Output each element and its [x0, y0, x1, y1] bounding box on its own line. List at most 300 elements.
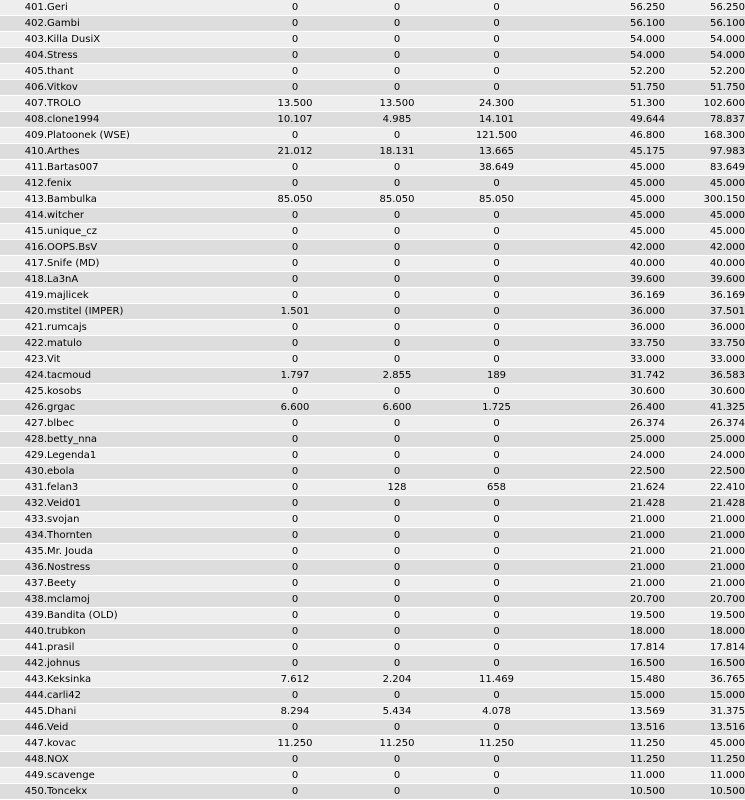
total-score-cell: 30.600	[665, 384, 745, 400]
rank-cell: 404.	[0, 48, 47, 64]
score-b-cell: 85.050	[347, 192, 447, 208]
score-a-cell: 0	[243, 448, 347, 464]
rank-cell: 429.	[0, 448, 47, 464]
score-d-cell: 46.800	[546, 128, 665, 144]
score-d-cell: 45.000	[546, 176, 665, 192]
score-d-cell: 56.100	[546, 16, 665, 32]
player-name-cell: rumcajs	[47, 320, 243, 336]
score-b-cell: 0	[347, 160, 447, 176]
player-name-cell: ebola	[47, 464, 243, 480]
score-d-cell: 39.600	[546, 272, 665, 288]
score-b-cell: 0	[347, 272, 447, 288]
total-score-cell: 26.374	[665, 416, 745, 432]
player-name-cell: TROLO	[47, 96, 243, 112]
score-c-cell: 0	[447, 656, 546, 672]
player-name-cell: Vitkov	[47, 80, 243, 96]
score-d-cell: 33.000	[546, 352, 665, 368]
table-row	[0, 624, 745, 640]
score-c-cell: 0	[447, 352, 546, 368]
score-d-cell: 20.700	[546, 592, 665, 608]
total-score-cell: 51.750	[665, 80, 745, 96]
total-score-cell: 18.000	[665, 624, 745, 640]
total-score-cell: 42.000	[665, 240, 745, 256]
score-a-cell: 0	[243, 528, 347, 544]
score-a-cell: 0	[243, 224, 347, 240]
player-name-cell: Keksinka	[47, 672, 243, 688]
table-row	[0, 480, 745, 496]
player-name-cell: kosobs	[47, 384, 243, 400]
rank-cell: 419.	[0, 288, 47, 304]
score-d-cell: 18.000	[546, 624, 665, 640]
total-score-cell: 78.837	[665, 112, 745, 128]
total-score-cell: 11.250	[665, 752, 745, 768]
player-name-cell: mstitel (IMPER)	[47, 304, 243, 320]
player-name-cell: Nostress	[47, 560, 243, 576]
score-c-cell: 0	[447, 688, 546, 704]
score-b-cell: 0	[347, 32, 447, 48]
score-b-cell: 5.434	[347, 704, 447, 720]
score-c-cell: 0	[447, 320, 546, 336]
rank-cell: 421.	[0, 320, 47, 336]
score-b-cell: 0	[347, 496, 447, 512]
score-d-cell: 52.200	[546, 64, 665, 80]
score-d-cell: 49.644	[546, 112, 665, 128]
score-d-cell: 45.000	[546, 160, 665, 176]
score-a-cell: 0	[243, 128, 347, 144]
score-b-cell: 0	[347, 768, 447, 784]
player-name-cell: Veid01	[47, 496, 243, 512]
score-a-cell: 0	[243, 752, 347, 768]
score-c-cell: 0	[447, 432, 546, 448]
table-row	[0, 400, 745, 416]
table-row	[0, 640, 745, 656]
table-row	[0, 544, 745, 560]
table-row	[0, 672, 745, 688]
player-name-cell: Bambulka	[47, 192, 243, 208]
rank-cell: 417.	[0, 256, 47, 272]
player-name-cell: Snife (MD)	[47, 256, 243, 272]
score-c-cell: 0	[447, 288, 546, 304]
score-b-cell: 4.985	[347, 112, 447, 128]
player-name-cell: tacmoud	[47, 368, 243, 384]
score-b-cell: 0	[347, 352, 447, 368]
player-name-cell: johnus	[47, 656, 243, 672]
player-name-cell: Geri	[47, 0, 243, 16]
rank-cell: 401.	[0, 0, 47, 16]
total-score-cell: 20.700	[665, 592, 745, 608]
score-a-cell: 0	[243, 336, 347, 352]
score-a-cell: 0	[243, 768, 347, 784]
player-name-cell: Mr. Jouda	[47, 544, 243, 560]
score-b-cell: 11.250	[347, 736, 447, 752]
table-row	[0, 16, 745, 32]
score-c-cell: 0	[447, 336, 546, 352]
score-c-cell: 38.649	[447, 160, 546, 176]
score-c-cell: 0	[447, 784, 546, 800]
total-score-cell: 300.150	[665, 192, 745, 208]
player-name-cell: Bartas007	[47, 160, 243, 176]
score-b-cell: 0	[347, 464, 447, 480]
score-c-cell: 0	[447, 496, 546, 512]
total-score-cell: 25.000	[665, 432, 745, 448]
rank-cell: 442.	[0, 656, 47, 672]
table-row	[0, 352, 745, 368]
score-a-cell: 0	[243, 560, 347, 576]
score-a-cell: 0	[243, 592, 347, 608]
table-row	[0, 0, 745, 16]
rank-cell: 423.	[0, 352, 47, 368]
score-a-cell: 0	[243, 432, 347, 448]
score-d-cell: 22.500	[546, 464, 665, 480]
score-b-cell: 0	[347, 608, 447, 624]
rank-cell: 403.	[0, 32, 47, 48]
score-c-cell: 0	[447, 64, 546, 80]
score-d-cell: 24.000	[546, 448, 665, 464]
total-score-cell: 54.000	[665, 32, 745, 48]
player-name-cell: Dhani	[47, 704, 243, 720]
score-c-cell: 0	[447, 48, 546, 64]
total-score-cell: 41.325	[665, 400, 745, 416]
score-a-cell: 10.107	[243, 112, 347, 128]
score-a-cell: 0	[243, 16, 347, 32]
player-name-cell: trubkon	[47, 624, 243, 640]
rank-cell: 409.	[0, 128, 47, 144]
table-row	[0, 432, 745, 448]
score-c-cell: 11.250	[447, 736, 546, 752]
table-row	[0, 416, 745, 432]
table-row	[0, 112, 745, 128]
table-row	[0, 160, 745, 176]
total-score-cell: 24.000	[665, 448, 745, 464]
score-d-cell: 11.250	[546, 736, 665, 752]
score-d-cell: 36.169	[546, 288, 665, 304]
total-score-cell: 36.583	[665, 368, 745, 384]
table-row	[0, 768, 745, 784]
rank-cell: 405.	[0, 64, 47, 80]
score-a-cell: 13.500	[243, 96, 347, 112]
table-row	[0, 368, 745, 384]
score-d-cell: 16.500	[546, 656, 665, 672]
table-row	[0, 592, 745, 608]
score-b-cell: 0	[347, 256, 447, 272]
score-c-cell: 0	[447, 16, 546, 32]
rank-cell: 449.	[0, 768, 47, 784]
score-b-cell: 0	[347, 64, 447, 80]
rank-cell: 425.	[0, 384, 47, 400]
total-score-cell: 168.300	[665, 128, 745, 144]
total-score-cell: 21.000	[665, 560, 745, 576]
rank-cell: 413.	[0, 192, 47, 208]
score-a-cell: 0	[243, 720, 347, 736]
rank-cell: 431.	[0, 480, 47, 496]
player-name-cell: clone1994	[47, 112, 243, 128]
total-score-cell: 33.000	[665, 352, 745, 368]
rank-cell: 432.	[0, 496, 47, 512]
table-row	[0, 528, 745, 544]
player-name-cell: svojan	[47, 512, 243, 528]
table-row	[0, 240, 745, 256]
table-row	[0, 320, 745, 336]
player-name-cell: prasil	[47, 640, 243, 656]
score-b-cell: 0	[347, 720, 447, 736]
score-d-cell: 51.300	[546, 96, 665, 112]
score-a-cell: 0	[243, 64, 347, 80]
rank-cell: 428.	[0, 432, 47, 448]
score-d-cell: 21.000	[546, 560, 665, 576]
score-d-cell: 51.750	[546, 80, 665, 96]
score-b-cell: 0	[347, 240, 447, 256]
player-name-cell: Veid	[47, 720, 243, 736]
player-name-cell: matulo	[47, 336, 243, 352]
total-score-cell: 54.000	[665, 48, 745, 64]
score-b-cell: 0	[347, 304, 447, 320]
score-b-cell: 0	[347, 416, 447, 432]
score-c-cell: 0	[447, 32, 546, 48]
score-b-cell: 0	[347, 288, 447, 304]
score-a-cell: 0	[243, 544, 347, 560]
table-row	[0, 176, 745, 192]
score-b-cell: 0	[347, 16, 447, 32]
score-d-cell: 21.428	[546, 496, 665, 512]
player-name-cell: Gambi	[47, 16, 243, 32]
score-b-cell: 128	[347, 480, 447, 496]
score-a-cell: 0	[243, 416, 347, 432]
rank-cell: 437.	[0, 576, 47, 592]
score-c-cell: 1.725	[447, 400, 546, 416]
score-a-cell: 0	[243, 208, 347, 224]
player-name-cell: felan3	[47, 480, 243, 496]
total-score-cell: 15.000	[665, 688, 745, 704]
player-name-cell: fenix	[47, 176, 243, 192]
score-c-cell: 14.101	[447, 112, 546, 128]
score-b-cell: 0	[347, 656, 447, 672]
table-row	[0, 784, 745, 800]
total-score-cell: 21.000	[665, 576, 745, 592]
player-name-cell: scavenge	[47, 768, 243, 784]
total-score-cell: 11.000	[665, 768, 745, 784]
score-c-cell: 121.500	[447, 128, 546, 144]
score-c-cell: 658	[447, 480, 546, 496]
rank-cell: 414.	[0, 208, 47, 224]
score-b-cell: 0	[347, 448, 447, 464]
score-d-cell: 11.250	[546, 752, 665, 768]
score-a-cell: 11.250	[243, 736, 347, 752]
score-c-cell: 0	[447, 528, 546, 544]
score-c-cell: 0	[447, 768, 546, 784]
rank-cell: 402.	[0, 16, 47, 32]
score-c-cell: 24.300	[447, 96, 546, 112]
score-b-cell: 0	[347, 336, 447, 352]
table-row	[0, 32, 745, 48]
score-b-cell: 0	[347, 176, 447, 192]
player-name-cell: unique_cz	[47, 224, 243, 240]
rank-cell: 430.	[0, 464, 47, 480]
score-b-cell: 0	[347, 384, 447, 400]
rank-cell: 443.	[0, 672, 47, 688]
rank-cell: 426.	[0, 400, 47, 416]
score-a-cell: 0	[243, 48, 347, 64]
score-a-cell: 0	[243, 480, 347, 496]
score-b-cell: 0	[347, 432, 447, 448]
table-row	[0, 336, 745, 352]
table-row	[0, 576, 745, 592]
rank-cell: 415.	[0, 224, 47, 240]
table-row	[0, 384, 745, 400]
score-c-cell: 0	[447, 640, 546, 656]
total-score-cell: 37.501	[665, 304, 745, 320]
score-c-cell: 0	[447, 0, 546, 16]
score-c-cell: 0	[447, 544, 546, 560]
score-c-cell: 0	[447, 448, 546, 464]
score-a-cell: 0	[243, 160, 347, 176]
score-d-cell: 21.624	[546, 480, 665, 496]
player-name-cell: mclamoj	[47, 592, 243, 608]
player-name-cell: kovac	[47, 736, 243, 752]
rank-cell: 440.	[0, 624, 47, 640]
score-b-cell: 0	[347, 528, 447, 544]
player-name-cell: Killa DusiX	[47, 32, 243, 48]
score-a-cell: 0	[243, 176, 347, 192]
score-d-cell: 45.000	[546, 224, 665, 240]
table-row	[0, 560, 745, 576]
score-d-cell: 13.569	[546, 704, 665, 720]
score-b-cell: 18.131	[347, 144, 447, 160]
player-name-cell: blbec	[47, 416, 243, 432]
player-name-cell: Thornten	[47, 528, 243, 544]
rank-cell: 435.	[0, 544, 47, 560]
score-c-cell: 0	[447, 720, 546, 736]
score-b-cell: 0	[347, 688, 447, 704]
score-a-cell: 0	[243, 464, 347, 480]
total-score-cell: 45.000	[665, 176, 745, 192]
table-row	[0, 208, 745, 224]
rank-cell: 411.	[0, 160, 47, 176]
score-a-cell: 0	[243, 656, 347, 672]
table-row	[0, 752, 745, 768]
score-c-cell: 0	[447, 576, 546, 592]
score-b-cell: 0	[347, 0, 447, 16]
score-c-cell: 189	[447, 368, 546, 384]
player-name-cell: La3nA	[47, 272, 243, 288]
score-c-cell: 0	[447, 240, 546, 256]
score-d-cell: 13.516	[546, 720, 665, 736]
table-row	[0, 192, 745, 208]
score-d-cell: 17.814	[546, 640, 665, 656]
total-score-cell: 36.765	[665, 672, 745, 688]
rank-cell: 408.	[0, 112, 47, 128]
player-name-cell: betty_nna	[47, 432, 243, 448]
score-d-cell: 19.500	[546, 608, 665, 624]
rank-cell: 446.	[0, 720, 47, 736]
total-score-cell: 36.169	[665, 288, 745, 304]
score-a-cell: 85.050	[243, 192, 347, 208]
score-a-cell: 0	[243, 784, 347, 800]
rank-cell: 416.	[0, 240, 47, 256]
score-b-cell: 0	[347, 80, 447, 96]
rank-cell: 450.	[0, 784, 47, 800]
score-a-cell: 0	[243, 352, 347, 368]
rank-cell: 439.	[0, 608, 47, 624]
score-c-cell: 0	[447, 512, 546, 528]
table-row	[0, 256, 745, 272]
table-row	[0, 64, 745, 80]
table-row	[0, 272, 745, 288]
total-score-cell: 102.600	[665, 96, 745, 112]
total-score-cell: 10.500	[665, 784, 745, 800]
player-name-cell: grgac	[47, 400, 243, 416]
score-b-cell: 0	[347, 48, 447, 64]
score-a-cell: 0	[243, 32, 347, 48]
rank-cell: 407.	[0, 96, 47, 112]
total-score-cell: 56.250	[665, 0, 745, 16]
score-b-cell: 0	[347, 224, 447, 240]
score-d-cell: 45.175	[546, 144, 665, 160]
score-c-cell: 0	[447, 608, 546, 624]
score-b-cell: 0	[347, 560, 447, 576]
total-score-cell: 22.410	[665, 480, 745, 496]
table-row	[0, 304, 745, 320]
player-name-cell: majlicek	[47, 288, 243, 304]
score-d-cell: 15.000	[546, 688, 665, 704]
score-d-cell: 21.000	[546, 576, 665, 592]
score-a-cell: 0	[243, 80, 347, 96]
player-name-cell: witcher	[47, 208, 243, 224]
score-a-cell: 0	[243, 496, 347, 512]
score-a-cell: 0	[243, 688, 347, 704]
score-b-cell: 0	[347, 640, 447, 656]
total-score-cell: 17.814	[665, 640, 745, 656]
score-d-cell: 54.000	[546, 32, 665, 48]
table-row	[0, 704, 745, 720]
player-name-cell: Legenda1	[47, 448, 243, 464]
score-c-cell: 0	[447, 384, 546, 400]
score-d-cell: 45.000	[546, 208, 665, 224]
score-c-cell: 0	[447, 176, 546, 192]
score-b-cell: 0	[347, 752, 447, 768]
table-row	[0, 48, 745, 64]
score-d-cell: 31.742	[546, 368, 665, 384]
total-score-cell: 31.375	[665, 704, 745, 720]
score-b-cell: 0	[347, 624, 447, 640]
score-c-cell: 11.469	[447, 672, 546, 688]
table-row	[0, 608, 745, 624]
score-d-cell: 30.600	[546, 384, 665, 400]
score-d-cell: 26.374	[546, 416, 665, 432]
table-row	[0, 288, 745, 304]
score-a-cell: 0	[243, 320, 347, 336]
player-name-cell: carli42	[47, 688, 243, 704]
rank-cell: 406.	[0, 80, 47, 96]
score-d-cell: 54.000	[546, 48, 665, 64]
score-d-cell: 21.000	[546, 544, 665, 560]
score-c-cell: 0	[447, 592, 546, 608]
player-name-cell: Bandita (OLD)	[47, 608, 243, 624]
table-row	[0, 464, 745, 480]
table-row	[0, 224, 745, 240]
score-a-cell: 0	[243, 608, 347, 624]
score-b-cell: 0	[347, 208, 447, 224]
total-score-cell: 16.500	[665, 656, 745, 672]
score-a-cell: 0	[243, 0, 347, 16]
score-c-cell: 0	[447, 224, 546, 240]
score-c-cell: 85.050	[447, 192, 546, 208]
rank-cell: 420.	[0, 304, 47, 320]
rank-cell: 418.	[0, 272, 47, 288]
total-score-cell: 56.100	[665, 16, 745, 32]
total-score-cell: 21.000	[665, 528, 745, 544]
score-a-cell: 0	[243, 288, 347, 304]
score-a-cell: 0	[243, 512, 347, 528]
